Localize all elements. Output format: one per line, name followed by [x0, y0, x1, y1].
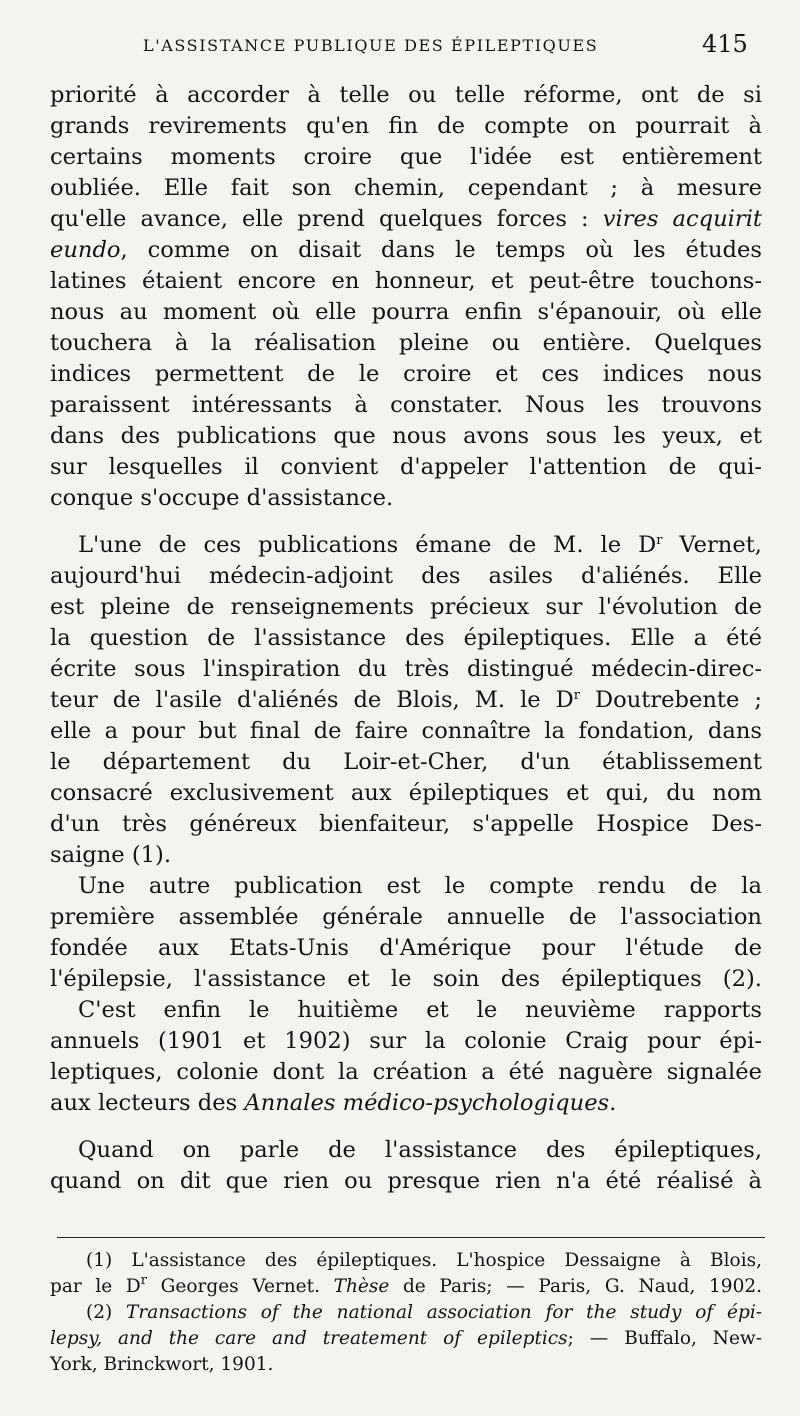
text-fragment: par le D [50, 1276, 141, 1297]
text-fragment: , comme on disait dans le temps où les études [120, 237, 762, 263]
text-line: aujourd'hui médecin-adjoint des asiles d'aliénés. Elle [50, 563, 762, 589]
text-line: indices permettent de le croire et ces indices nous [50, 361, 762, 387]
text-fragment: Vernet, [662, 532, 762, 558]
text-line [50, 685, 762, 716]
text-line: d'un très généreux bienfaiteur, s'appelle Hospice Des- [50, 811, 762, 837]
text-line: saigne (1). [50, 842, 172, 868]
running-title: L'ASSISTANCE PUBLIQUE DES ÉPILEPTIQUES [143, 36, 599, 55]
text-line: écrite sous l'inspiration du très distingué médecin-direc- [50, 656, 762, 682]
text-line: leptiques, colonie dont la création a été naguère signalée [50, 1059, 762, 1085]
text-fragment: Georges Vernet. [146, 1276, 334, 1297]
text-line: Quand on parle de l'assistance des épileptiques, [78, 1137, 762, 1163]
text-line [50, 204, 762, 235]
text-line [50, 530, 762, 561]
footnote-line [50, 1326, 762, 1352]
text-line: l'épilepsie, l'assistance et le soin des épileptiques (2). [50, 966, 762, 992]
footnotes [50, 1248, 762, 1378]
latin-phrase: eundo [50, 237, 121, 263]
page-number: 415 [702, 30, 748, 58]
text-line: certains moments croire que l'idée est entièrement [50, 144, 762, 170]
text-fragment: qu'elle avance, elle prend quelques forces : [50, 206, 589, 232]
text-line: dans des publications que nous avons sous les yeux, et [50, 423, 762, 449]
text-line: priorité à accorder à telle ou telle réforme, ont de si [50, 82, 762, 108]
text-line: consacré exclusivement aux épileptiques et qui, du nom [50, 780, 762, 806]
text-line: elle a pour but final de faire connaître la fondation, dans [50, 718, 762, 744]
text-line: oubliée. Elle fait son chemin, cependant ; à mesure [50, 175, 762, 201]
text-line: quand on dit que rien ou presque rien n'a été réalisé à [50, 1168, 762, 1194]
text-line: latines étaient encore en honneur, et peut-être touchons- [50, 268, 762, 294]
text-fragment: aux lecteurs des [50, 1090, 245, 1116]
superscript: r [573, 688, 581, 703]
superscript: r [140, 1273, 147, 1288]
text-line: C'est enfin le huitième et le neuvième rapports [78, 997, 762, 1023]
text-fragment: L'une de ces publications émane de M. le D [78, 532, 657, 558]
footnote-line: (1) L'assistance des épileptiques. L'hospice Dessaigne à Blois, [86, 1250, 762, 1271]
text-fragment: de Paris; — Paris, G. Naud, 1902. [389, 1276, 762, 1297]
text-line: est pleine de renseignements précieux sur l'évolution de [50, 594, 762, 620]
text-line [50, 1088, 762, 1119]
text-line: sur lesquelles il convient d'appeler l'attention de qui- [50, 454, 762, 480]
text-fragment: . [609, 1090, 617, 1116]
page-header [0, 30, 800, 66]
text-line: la question de l'assistance des épileptiques. Elle a été [50, 625, 762, 651]
italic-fragment: Thèse [333, 1276, 390, 1297]
superscript: r [656, 533, 663, 548]
journal-title: Annales médico-psychologiques [244, 1090, 610, 1116]
body-text [50, 80, 762, 1197]
text-line: fondée aux Etats-Unis d'Amérique pour l'étude de [50, 935, 762, 961]
text-line: Une autre publication est le compte rendu de la [78, 873, 762, 899]
text-line: le département du Loir-et-Cher, d'un établissement [50, 749, 762, 775]
text-line: première assemblée générale annuelle de l'association [50, 904, 762, 930]
latin-phrase: vires acquirit [602, 206, 763, 232]
footnote-line: York, Brinckwort, 1901. [50, 1354, 274, 1375]
text-fragment: ; — Buffalo, New- [567, 1328, 762, 1349]
footnote-line [50, 1274, 762, 1300]
text-line: annuels (1901 et 1902) sur la colonie Craig pour épi- [50, 1028, 762, 1054]
text-line: paraissent intéressants à constater. Nous les trouvons [50, 392, 762, 418]
text-fragment: (2) [86, 1302, 127, 1323]
text-line [50, 235, 762, 266]
footnote-rule [57, 1237, 765, 1238]
text-line: touchera à la réalisation pleine ou entière. Quelques [50, 330, 762, 356]
text-line: grands revirements qu'en fin de compte on pourrait à [50, 113, 762, 139]
footnote-line [50, 1300, 762, 1326]
text-fragment: teur de l'asile d'aliénés de Blois, M. le D [50, 687, 574, 713]
text-fragment: Doutrebente ; [580, 687, 762, 713]
italic-fragment: Transactions of the national association for the study of épi- [126, 1302, 762, 1323]
italic-fragment: lepsy, and the care and treatement of epileptics [50, 1328, 568, 1349]
text-line: conque s'occupe d'assistance. [50, 485, 394, 511]
text-line: nous au moment où elle pourra enfin s'épanouir, où elle [50, 299, 762, 325]
